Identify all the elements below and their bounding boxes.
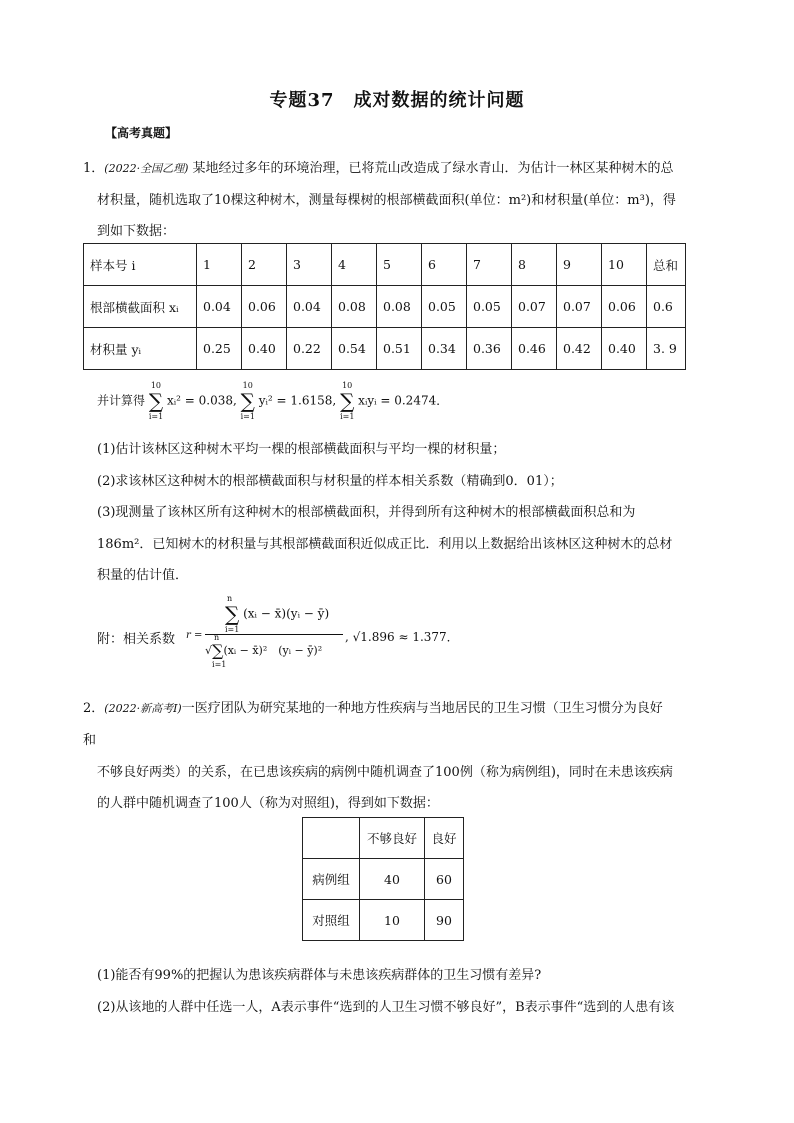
table-cell: 样本号 i xyxy=(84,244,197,286)
table-cell: 0.54 xyxy=(332,328,377,370)
table-cell: 7 xyxy=(467,244,512,286)
table-cell: 0.04 xyxy=(287,286,332,328)
table-cell: 0.40 xyxy=(602,328,647,370)
calc-3: xᵢyᵢ = 0.2474． xyxy=(358,393,449,408)
table-cell: 对照组 xyxy=(303,900,360,941)
fraction-bar xyxy=(205,634,343,635)
sum-symbol: ∑ 10 i=1 xyxy=(340,381,355,421)
table-cell: 0.42 xyxy=(557,328,602,370)
table-row xyxy=(84,328,686,370)
sum-upper: 10 xyxy=(150,381,162,390)
table-cell: 60 xyxy=(425,859,464,900)
table-cell: 0.05 xyxy=(422,286,467,328)
table-cell: 2 xyxy=(242,244,287,286)
sum-symbol: ∑ n i=1 xyxy=(225,594,240,634)
sum-symbol: ∑ 10 i=1 xyxy=(148,381,164,421)
table-cell: 6 xyxy=(422,244,467,286)
q2-data-table xyxy=(302,817,464,941)
page-title: 专题37 成对数据的统计问题 xyxy=(269,90,525,111)
formula-denominator xyxy=(205,633,323,669)
table-cell: 40 xyxy=(360,859,425,900)
q1-computed-sums xyxy=(97,381,449,421)
table-cell: 0.06 xyxy=(602,286,647,328)
q1-part3-line2: 186m²．已知树木的材积量与其根部横截面积近似成正比．利用以上数据给出该林区这种树木的总材 xyxy=(97,537,673,552)
q2-first-line xyxy=(83,697,663,716)
sum-upper: 10 xyxy=(342,381,353,390)
table-cell: 0.04 xyxy=(197,286,242,328)
table-row xyxy=(303,859,464,900)
table-cell: 总和 xyxy=(647,244,686,286)
q2-line2: 不够良好两类）的关系，在已患该疾病的病例中随机调查了100例（称为病例组)，同时在未患该疾病 xyxy=(97,765,673,780)
sum-upper: 10 xyxy=(242,381,253,390)
q2-part2: (2)从该地的人群中任选一人，A表示事件“选到的人卫生习惯不够良好”，B表示事件“选到的人患有该 xyxy=(97,1000,675,1015)
table-cell: 0.08 xyxy=(332,286,377,328)
calc-2: yᵢ² = 1.6158, xyxy=(258,393,337,408)
table-cell: 0.25 xyxy=(197,328,242,370)
table-cell: 3 xyxy=(287,244,332,286)
table-cell: 0.46 xyxy=(512,328,557,370)
table-row xyxy=(84,286,686,328)
table-cell: 0.07 xyxy=(512,286,557,328)
q2-line1b: 和 xyxy=(83,733,97,748)
q2-line3: 的人群中随机调查了100人（称为对照组)，得到如下数据： xyxy=(97,796,439,811)
table-row xyxy=(303,818,464,859)
r-symbol: r = xyxy=(186,630,203,641)
numerator-text: (xᵢ − x̄)(yᵢ − ȳ) xyxy=(243,606,330,621)
table-cell: 0.05 xyxy=(467,286,512,328)
table-cell: 0.40 xyxy=(242,328,287,370)
table-cell: 0.51 xyxy=(377,328,422,370)
sum-lower: i=1 xyxy=(225,625,240,634)
calc-1: xᵢ² = 0.038, xyxy=(166,393,237,408)
q1-source: (2022·全国乙理) xyxy=(104,162,189,175)
table-cell: 良好 xyxy=(425,818,464,859)
sum-upper: n xyxy=(214,633,220,642)
q1-line1: 某地经过多年的环境治理，已将荒山改造成了绿水青山．为估计一林区某种树木的总 xyxy=(192,161,674,176)
table-cell: 材积量 yᵢ xyxy=(84,328,197,370)
section-heading: 【高考真题】 xyxy=(105,126,178,140)
q1-first-line xyxy=(83,157,674,176)
table-cell: 10 xyxy=(360,900,425,941)
table-cell: 0.36 xyxy=(467,328,512,370)
sum-lower: i=1 xyxy=(212,660,227,669)
table-cell: 0.6 xyxy=(647,286,686,328)
table-cell: 4 xyxy=(332,244,377,286)
table-cell: 10 xyxy=(602,244,647,286)
q1-part1: (1)估计该林区这种树木平均一棵的根部横截面积与平均一棵的材积量； xyxy=(97,442,506,457)
table-cell: 根部横截面积 xᵢ xyxy=(84,286,197,328)
q1-line3: 到如下数据： xyxy=(97,224,176,239)
q2-part1: (1)能否有99%的把握认为患该疾病群体与未患该疾病群体的卫生习惯有差异? xyxy=(97,968,542,983)
q1-number: 1． xyxy=(83,161,105,176)
q2-line1: 一医疗团队为研究某地的一种地方性疾病与当地居民的卫生习惯（卫生习惯分为良好 xyxy=(181,701,663,716)
table-cell: 90 xyxy=(425,900,464,941)
table-cell: 0.08 xyxy=(377,286,422,328)
q1-data-table xyxy=(83,243,686,370)
table-cell: 1 xyxy=(197,244,242,286)
denominator-text: (xᵢ − x̄)² (yᵢ − ȳ)² xyxy=(223,644,323,657)
table-row xyxy=(84,244,686,286)
table-cell: 0.22 xyxy=(287,328,332,370)
q2-source: (2022·新高考Ⅰ) xyxy=(104,702,182,715)
table-cell xyxy=(303,818,360,859)
sum-lower: i=1 xyxy=(340,412,355,421)
table-cell: 病例组 xyxy=(303,859,360,900)
table-row xyxy=(303,900,464,941)
q1-line2: 材积量，随机选取了10棵这种树木，测量每棵树的根部横截面积(单位：m²)和材积量(单位：m³)，得 xyxy=(97,193,676,208)
table-cell: 不够良好 xyxy=(360,818,425,859)
sum-lower: i=1 xyxy=(240,412,255,421)
table-cell: 8 xyxy=(512,244,557,286)
formula-numerator xyxy=(225,594,330,634)
q1-part3-line3: 积量的估计值． xyxy=(97,568,189,583)
sqrt-note: , √1.896 ≈ 1.377． xyxy=(345,630,459,644)
table-cell: 5 xyxy=(377,244,422,286)
table-cell: 0.06 xyxy=(242,286,287,328)
sum-symbol: ∑ n i=1 xyxy=(212,633,227,669)
q1-part2: (2)求该林区这种树木的根部横截面积与材积量的样本相关系数（精确到0．01）； xyxy=(97,474,563,489)
q2-number: 2． xyxy=(83,701,105,716)
appendix-prefix: 附：相关系数 xyxy=(97,632,176,647)
table-cell: 3. 9 xyxy=(647,328,686,370)
sum-symbol: ∑ 10 i=1 xyxy=(240,381,255,421)
sum-lower: i=1 xyxy=(148,412,164,421)
q1-part3-line1: (3)现测量了该林区所有这种树木的根部横截面积，并得到所有这种树木的根部横截面积总和为 xyxy=(97,505,636,520)
table-cell: 0.07 xyxy=(557,286,602,328)
table-cell: 0.34 xyxy=(422,328,467,370)
sum-upper: n xyxy=(227,594,233,603)
sqrt-sign: √ xyxy=(205,644,213,657)
calc-prefix: 并计算得 xyxy=(97,393,146,408)
table-cell: 9 xyxy=(557,244,602,286)
